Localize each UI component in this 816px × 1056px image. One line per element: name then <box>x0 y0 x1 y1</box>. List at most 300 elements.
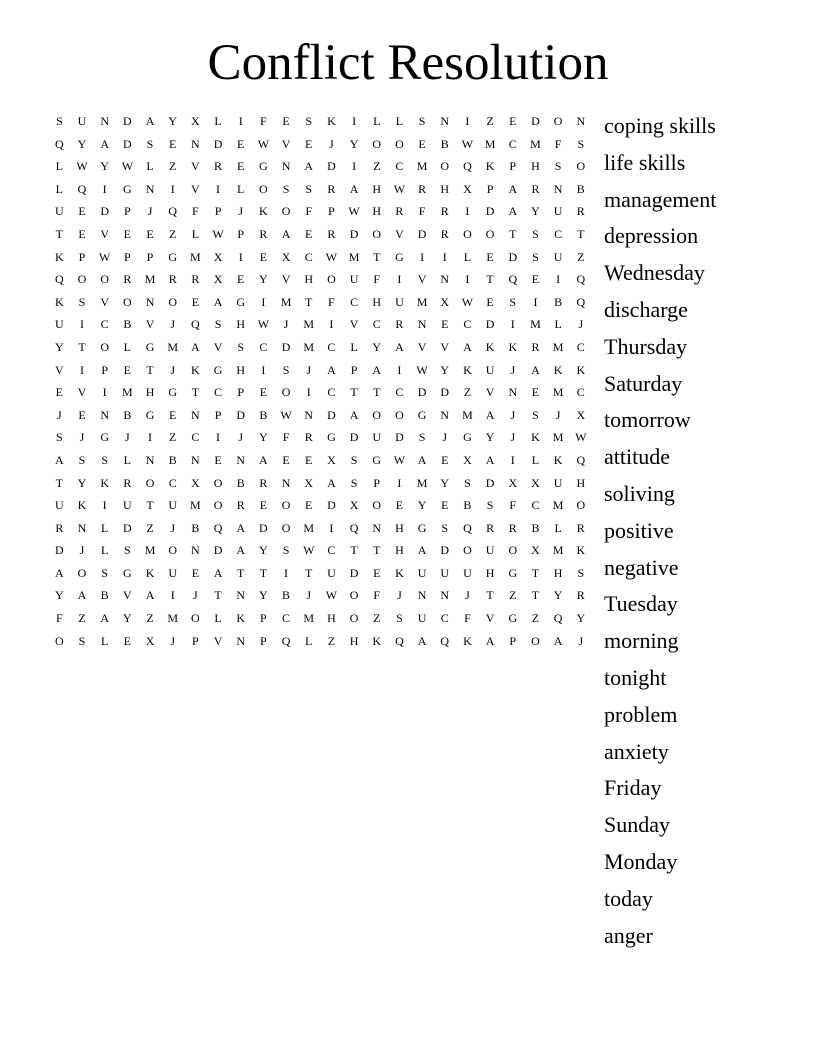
grid-cell[interactable]: Q <box>440 633 450 648</box>
grid-cell[interactable]: S <box>577 136 585 151</box>
grid-cell[interactable]: K <box>463 633 472 648</box>
grid-cell[interactable]: Q <box>213 520 223 535</box>
grid-cell[interactable]: C <box>327 543 336 558</box>
grid-cell[interactable]: M <box>167 339 179 354</box>
grid-cell[interactable]: X <box>145 633 155 648</box>
grid-cell[interactable]: E <box>237 159 245 174</box>
grid-cell[interactable]: U <box>372 430 382 445</box>
grid-cell[interactable]: N <box>281 159 291 174</box>
grid-cell[interactable]: D <box>485 317 495 332</box>
grid-cell[interactable]: V <box>440 339 450 354</box>
grid-cell[interactable]: Q <box>576 272 586 287</box>
grid-cell[interactable]: V <box>213 339 223 354</box>
grid-cell[interactable]: R <box>531 181 540 196</box>
grid-cell[interactable]: I <box>261 362 266 377</box>
grid-cell[interactable]: N <box>191 452 200 467</box>
grid-cell[interactable]: O <box>395 136 404 151</box>
grid-cell[interactable]: M <box>552 385 564 400</box>
grid-cell[interactable]: E <box>191 294 200 309</box>
grid-cell[interactable]: I <box>352 114 357 128</box>
grid-cell[interactable]: R <box>327 226 336 241</box>
grid-cell[interactable]: F <box>328 294 335 309</box>
grid-cell[interactable]: W <box>257 136 270 151</box>
grid-cell[interactable]: E <box>305 226 313 241</box>
grid-cell[interactable]: T <box>78 339 86 354</box>
grid-cell[interactable]: N <box>236 452 246 467</box>
grid-cell[interactable]: Z <box>509 588 517 603</box>
grid-cell[interactable]: J <box>442 430 448 445</box>
grid-cell[interactable]: S <box>396 611 403 626</box>
grid-cell[interactable]: R <box>236 498 245 513</box>
grid-cell[interactable]: K <box>236 611 246 626</box>
grid-cell[interactable]: V <box>417 272 427 287</box>
grid-cell[interactable]: D <box>327 407 336 422</box>
grid-cell[interactable]: Z <box>373 611 381 626</box>
grid-cell[interactable]: E <box>486 249 494 264</box>
grid-cell[interactable]: K <box>463 362 472 377</box>
grid-cell[interactable]: Y <box>259 272 268 287</box>
grid-cell[interactable]: J <box>329 136 334 151</box>
grid-cell[interactable]: W <box>416 362 428 377</box>
grid-cell[interactable]: G <box>168 385 178 400</box>
grid-cell[interactable]: K <box>259 204 268 219</box>
grid-cell[interactable]: B <box>282 588 291 603</box>
grid-cell[interactable]: E <box>55 385 63 400</box>
grid-cell[interactable]: I <box>556 272 561 287</box>
grid-cell[interactable]: S <box>78 452 86 467</box>
grid-cell[interactable]: Y <box>349 136 359 151</box>
grid-cell[interactable]: B <box>259 407 268 422</box>
grid-cell[interactable]: I <box>397 475 402 490</box>
grid-cell[interactable]: I <box>352 159 357 174</box>
grid-cell[interactable]: L <box>350 339 358 354</box>
grid-cell[interactable]: C <box>554 226 563 241</box>
grid-cell[interactable]: Z <box>146 520 154 535</box>
grid-cell[interactable]: C <box>395 385 404 400</box>
grid-cell[interactable]: A <box>236 543 246 558</box>
grid-cell[interactable]: E <box>78 204 86 219</box>
grid-cell[interactable]: Y <box>440 475 450 490</box>
grid-cell[interactable]: N <box>304 407 314 422</box>
grid-cell[interactable]: N <box>372 520 382 535</box>
grid-cell[interactable]: N <box>191 407 200 422</box>
grid-cell[interactable]: N <box>440 588 450 603</box>
grid-cell[interactable]: G <box>145 339 155 354</box>
grid-cell[interactable]: N <box>440 114 450 128</box>
grid-cell[interactable]: S <box>101 565 109 580</box>
grid-cell[interactable]: H <box>327 611 336 626</box>
grid-cell[interactable]: E <box>237 272 245 287</box>
grid-cell[interactable]: D <box>531 114 540 128</box>
grid-cell[interactable]: E <box>305 498 313 513</box>
grid-cell[interactable]: O <box>349 588 359 603</box>
grid-cell[interactable]: X <box>281 249 291 264</box>
grid-cell[interactable]: C <box>463 317 472 332</box>
grid-cell[interactable]: S <box>418 114 426 128</box>
grid-cell[interactable]: T <box>214 588 222 603</box>
grid-cell[interactable]: R <box>123 272 132 287</box>
grid-cell[interactable]: E <box>509 114 517 128</box>
grid-cell[interactable]: O <box>576 159 586 174</box>
grid-cell[interactable]: C <box>531 498 540 513</box>
grid-cell[interactable]: J <box>510 362 516 377</box>
grid-cell[interactable]: W <box>393 181 406 196</box>
grid-cell[interactable]: R <box>486 520 495 535</box>
grid-cell[interactable]: V <box>485 385 495 400</box>
grid-cell[interactable]: U <box>553 249 563 264</box>
grid-cell[interactable]: G <box>168 249 178 264</box>
grid-cell[interactable]: G <box>327 430 336 445</box>
grid-cell[interactable]: B <box>191 520 200 535</box>
grid-cell[interactable]: C <box>327 385 336 400</box>
grid-cell[interactable]: J <box>306 588 312 603</box>
grid-cell[interactable]: N <box>145 294 155 309</box>
grid-cell[interactable]: Q <box>55 136 64 151</box>
grid-cell[interactable]: V <box>417 339 427 354</box>
grid-cell[interactable]: N <box>145 181 155 196</box>
grid-cell[interactable]: A <box>508 181 518 196</box>
grid-cell[interactable]: M <box>348 249 360 264</box>
grid-cell[interactable]: P <box>192 633 199 648</box>
grid-cell[interactable]: J <box>578 633 584 648</box>
grid-cell[interactable]: D <box>213 136 223 151</box>
grid-cell[interactable]: E <box>237 136 245 151</box>
grid-cell[interactable]: A <box>485 452 495 467</box>
grid-cell[interactable]: S <box>124 543 131 558</box>
grid-cell[interactable]: N <box>100 114 110 128</box>
grid-cell[interactable]: M <box>416 475 428 490</box>
grid-cell[interactable]: H <box>304 272 314 287</box>
grid-cell[interactable]: M <box>552 543 564 558</box>
grid-cell[interactable]: N <box>440 407 450 422</box>
grid-cell[interactable]: P <box>78 249 86 264</box>
grid-cell[interactable]: N <box>508 385 518 400</box>
grid-cell[interactable]: I <box>102 385 107 400</box>
grid-cell[interactable]: V <box>77 385 87 400</box>
grid-cell[interactable]: Q <box>463 159 472 174</box>
grid-cell[interactable]: B <box>576 181 585 196</box>
grid-cell[interactable]: U <box>55 498 64 513</box>
grid-cell[interactable]: D <box>327 159 336 174</box>
grid-cell[interactable]: J <box>170 317 176 332</box>
grid-cell[interactable]: G <box>395 249 404 264</box>
grid-cell[interactable]: X <box>304 475 314 490</box>
grid-cell[interactable]: K <box>191 362 200 377</box>
grid-cell[interactable]: V <box>281 272 291 287</box>
grid-cell[interactable]: R <box>168 272 177 287</box>
grid-cell[interactable]: M <box>552 430 564 445</box>
grid-cell[interactable]: I <box>216 181 221 196</box>
grid-cell[interactable]: H <box>145 385 155 400</box>
grid-cell[interactable]: K <box>553 362 563 377</box>
grid-cell[interactable]: Y <box>259 430 268 445</box>
grid-cell[interactable]: I <box>102 498 107 513</box>
grid-cell[interactable]: A <box>349 181 359 196</box>
grid-cell[interactable]: J <box>397 588 402 603</box>
grid-cell[interactable]: A <box>417 633 427 648</box>
grid-cell[interactable]: F <box>260 114 267 128</box>
grid-cell[interactable]: U <box>123 498 132 513</box>
grid-cell[interactable]: R <box>123 475 132 490</box>
grid-cell[interactable]: T <box>486 588 494 603</box>
grid-cell[interactable]: J <box>170 520 176 535</box>
grid-cell[interactable]: I <box>284 565 289 580</box>
grid-cell[interactable]: A <box>349 407 359 422</box>
grid-cell[interactable]: S <box>577 565 585 580</box>
grid-cell[interactable]: U <box>553 475 563 490</box>
grid-cell[interactable]: G <box>372 452 382 467</box>
grid-cell[interactable]: L <box>463 249 472 264</box>
grid-cell[interactable]: X <box>576 407 586 422</box>
grid-cell[interactable]: L <box>214 114 222 128</box>
grid-cell[interactable]: A <box>236 520 246 535</box>
grid-cell[interactable]: A <box>417 452 427 467</box>
grid-cell[interactable]: R <box>304 430 313 445</box>
grid-cell[interactable]: O <box>327 272 336 287</box>
grid-cell[interactable]: V <box>281 136 291 151</box>
grid-cell[interactable]: C <box>100 317 109 332</box>
grid-cell[interactable]: N <box>576 114 586 128</box>
grid-cell[interactable]: I <box>80 362 84 377</box>
grid-cell[interactable]: M <box>144 272 156 287</box>
grid-cell[interactable]: H <box>349 633 359 648</box>
grid-cell[interactable]: R <box>55 520 64 535</box>
grid-cell[interactable]: A <box>145 114 155 128</box>
grid-cell[interactable]: O <box>576 498 586 513</box>
grid-cell[interactable]: A <box>395 339 404 354</box>
grid-cell[interactable]: I <box>170 588 175 603</box>
grid-cell[interactable]: S <box>214 317 222 332</box>
grid-cell[interactable]: M <box>484 136 496 151</box>
grid-cell[interactable]: A <box>372 362 382 377</box>
grid-cell[interactable]: J <box>57 407 62 422</box>
grid-cell[interactable]: M <box>552 498 564 513</box>
grid-cell[interactable]: D <box>236 407 246 422</box>
grid-cell[interactable]: V <box>191 181 200 196</box>
grid-cell[interactable]: S <box>486 498 494 513</box>
grid-cell[interactable]: U <box>417 565 427 580</box>
grid-cell[interactable]: D <box>440 385 450 400</box>
grid-cell[interactable]: O <box>349 611 359 626</box>
grid-cell[interactable]: B <box>463 498 472 513</box>
grid-cell[interactable]: V <box>213 633 223 648</box>
grid-cell[interactable]: Z <box>169 226 177 241</box>
grid-cell[interactable]: S <box>350 452 358 467</box>
grid-cell[interactable]: M <box>416 294 428 309</box>
grid-cell[interactable]: W <box>461 294 474 309</box>
grid-cell[interactable]: D <box>508 249 518 264</box>
grid-cell[interactable]: W <box>325 588 338 603</box>
grid-cell[interactable]: I <box>238 114 243 128</box>
grid-cell[interactable]: O <box>281 204 291 219</box>
grid-cell[interactable]: K <box>508 339 518 354</box>
grid-cell[interactable]: I <box>261 294 266 309</box>
grid-cell[interactable]: S <box>305 114 313 128</box>
grid-cell[interactable]: K <box>531 430 540 445</box>
grid-cell[interactable]: O <box>123 294 132 309</box>
grid-cell[interactable]: R <box>259 475 268 490</box>
grid-cell[interactable]: L <box>101 633 109 648</box>
grid-cell[interactable]: Z <box>486 114 494 128</box>
grid-cell[interactable]: H <box>531 159 540 174</box>
grid-cell[interactable]: K <box>55 294 64 309</box>
grid-cell[interactable]: J <box>510 407 516 422</box>
grid-cell[interactable]: V <box>145 317 155 332</box>
grid-cell[interactable]: K <box>576 543 586 558</box>
grid-cell[interactable]: F <box>373 272 381 287</box>
grid-cell[interactable]: D <box>123 136 132 151</box>
grid-cell[interactable]: E <box>169 136 177 151</box>
grid-cell[interactable]: E <box>123 362 132 377</box>
grid-cell[interactable]: S <box>532 407 539 422</box>
grid-cell[interactable]: R <box>191 272 200 287</box>
grid-cell[interactable]: P <box>260 611 267 626</box>
grid-cell[interactable]: T <box>350 385 358 400</box>
grid-cell[interactable]: U <box>55 317 64 332</box>
grid-cell[interactable]: H <box>576 475 586 490</box>
grid-cell[interactable]: Y <box>259 588 268 603</box>
grid-cell[interactable]: K <box>77 498 87 513</box>
grid-cell[interactable]: O <box>191 611 200 626</box>
grid-cell[interactable]: G <box>236 294 246 309</box>
grid-cell[interactable]: X <box>213 249 223 264</box>
grid-cell[interactable]: Q <box>55 272 64 287</box>
grid-cell[interactable]: D <box>327 498 336 513</box>
grid-cell[interactable]: U <box>168 498 178 513</box>
grid-cell[interactable]: E <box>531 272 540 287</box>
grid-cell[interactable]: I <box>510 452 515 467</box>
grid-cell[interactable]: I <box>329 317 334 332</box>
grid-cell[interactable]: C <box>576 385 585 400</box>
grid-cell[interactable]: Q <box>77 181 87 196</box>
grid-cell[interactable]: J <box>510 430 516 445</box>
grid-cell[interactable]: I <box>533 294 538 309</box>
grid-cell[interactable]: A <box>100 611 110 626</box>
grid-cell[interactable]: T <box>55 475 63 490</box>
grid-cell[interactable]: P <box>124 249 131 264</box>
grid-cell[interactable]: K <box>372 633 382 648</box>
grid-cell[interactable]: E <box>78 226 86 241</box>
grid-cell[interactable]: W <box>575 430 587 445</box>
grid-cell[interactable]: Y <box>372 339 382 354</box>
grid-cell[interactable]: M <box>530 317 541 332</box>
grid-cell[interactable]: T <box>55 226 63 241</box>
grid-cell[interactable]: E <box>486 294 494 309</box>
grid-cell[interactable]: E <box>282 452 290 467</box>
grid-cell[interactable]: Q <box>191 317 200 332</box>
grid-cell[interactable]: E <box>418 136 426 151</box>
grid-cell[interactable]: H <box>485 565 495 580</box>
grid-cell[interactable]: R <box>531 339 540 354</box>
grid-cell[interactable]: C <box>395 159 404 174</box>
grid-cell[interactable]: P <box>214 407 222 422</box>
grid-cell[interactable]: U <box>417 611 427 626</box>
grid-cell[interactable]: P <box>237 385 245 400</box>
grid-cell[interactable]: S <box>282 362 290 377</box>
grid-cell[interactable]: J <box>306 362 312 377</box>
grid-cell[interactable]: D <box>100 204 110 219</box>
grid-cell[interactable]: F <box>373 588 381 603</box>
grid-cell[interactable]: T <box>531 588 540 603</box>
grid-cell[interactable]: G <box>417 407 427 422</box>
grid-cell[interactable]: O <box>395 407 404 422</box>
grid-cell[interactable]: E <box>146 226 154 241</box>
grid-cell[interactable]: P <box>373 475 381 490</box>
grid-cell[interactable]: O <box>463 543 472 558</box>
grid-cell[interactable]: K <box>145 565 155 580</box>
grid-cell[interactable]: S <box>532 226 539 241</box>
grid-cell[interactable]: T <box>531 565 540 580</box>
grid-cell[interactable]: J <box>170 633 176 648</box>
grid-cell[interactable]: R <box>576 520 585 535</box>
grid-cell[interactable]: X <box>463 452 472 467</box>
grid-cell[interactable]: D <box>123 520 132 535</box>
grid-cell[interactable]: C <box>282 611 291 626</box>
grid-cell[interactable]: Q <box>553 611 563 626</box>
grid-cell[interactable]: W <box>348 204 360 219</box>
grid-cell[interactable]: D <box>417 226 427 241</box>
grid-cell[interactable]: I <box>238 249 243 264</box>
grid-cell[interactable]: J <box>79 543 85 558</box>
grid-cell[interactable]: X <box>327 452 336 467</box>
grid-cell[interactable]: K <box>485 159 495 174</box>
grid-cell[interactable]: A <box>100 136 110 151</box>
grid-cell[interactable]: O <box>145 475 155 490</box>
grid-cell[interactable]: F <box>282 430 290 445</box>
grid-cell[interactable]: U <box>440 565 450 580</box>
grid-cell[interactable]: L <box>531 452 540 467</box>
grid-cell[interactable]: Y <box>55 588 64 603</box>
grid-cell[interactable]: I <box>442 249 447 264</box>
grid-cell[interactable]: P <box>509 633 517 648</box>
grid-cell[interactable]: Z <box>169 430 177 445</box>
grid-cell[interactable]: A <box>213 294 223 309</box>
grid-cell[interactable]: E <box>441 452 449 467</box>
grid-cell[interactable]: G <box>508 611 518 626</box>
grid-cell[interactable]: O <box>372 407 382 422</box>
grid-cell[interactable]: U <box>168 565 178 580</box>
grid-cell[interactable]: P <box>124 204 131 219</box>
grid-cell[interactable]: A <box>77 588 87 603</box>
grid-cell[interactable]: L <box>146 159 154 174</box>
grid-cell[interactable]: E <box>169 407 177 422</box>
grid-cell[interactable]: E <box>395 498 404 513</box>
grid-cell[interactable]: D <box>55 543 64 558</box>
grid-cell[interactable]: A <box>485 407 495 422</box>
grid-cell[interactable]: Q <box>508 272 518 287</box>
grid-cell[interactable]: A <box>259 452 268 467</box>
grid-cell[interactable]: J <box>193 588 198 603</box>
grid-cell[interactable]: S <box>55 114 63 128</box>
grid-cell[interactable]: Y <box>77 136 87 151</box>
grid-cell[interactable]: I <box>102 181 107 196</box>
grid-cell[interactable]: N <box>191 543 200 558</box>
grid-cell[interactable]: U <box>77 114 87 128</box>
grid-cell[interactable]: O <box>372 136 382 151</box>
grid-cell[interactable]: Y <box>77 475 87 490</box>
grid-cell[interactable]: Y <box>123 611 132 626</box>
grid-cell[interactable]: H <box>236 362 246 377</box>
grid-cell[interactable]: J <box>465 588 470 603</box>
grid-cell[interactable]: I <box>80 317 84 332</box>
grid-cell[interactable]: O <box>485 226 495 241</box>
grid-cell[interactable]: S <box>78 633 86 648</box>
grid-cell[interactable]: S <box>441 520 449 535</box>
grid-cell[interactable]: M <box>122 385 133 400</box>
grid-cell[interactable]: T <box>486 272 494 287</box>
grid-cell[interactable]: T <box>237 565 245 580</box>
grid-cell[interactable]: Y <box>417 498 427 513</box>
